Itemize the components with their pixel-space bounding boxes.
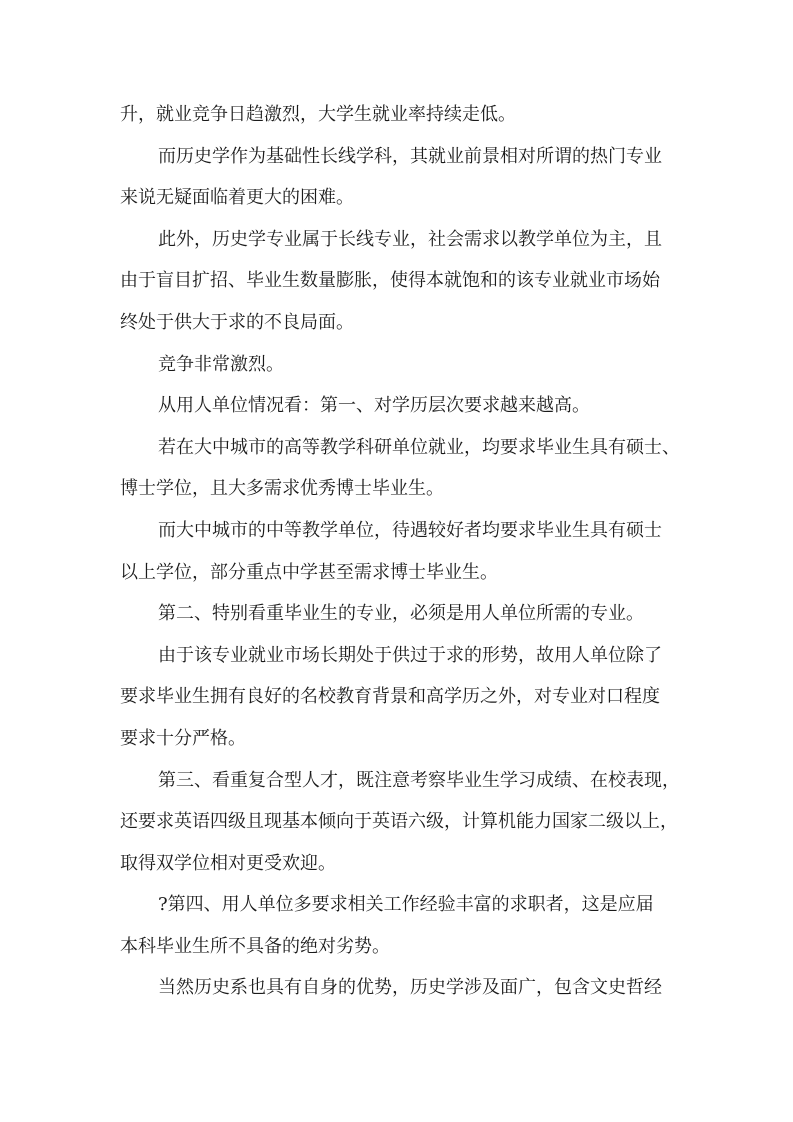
text-line-1: 升，就业竞争日趋激烈，大学生就业率持续走低。 — [120, 104, 516, 125]
text-line-11: 而大中城市的中等教学单位，待遇较好者均要求毕业生具有硕士 — [158, 519, 662, 541]
text-line-7: 竞争非常激烈。 — [158, 353, 284, 375]
text-line-19: 取得双学位相对更受欢迎。 — [120, 852, 336, 874]
text-line-16: 要求十分严格。 — [120, 727, 246, 749]
text-line-5: 由于盲目扩招、毕业生数量膨胀，使得本就饱和的该专业就业市场始 — [120, 270, 660, 292]
text-line-9: 若在大中城市的高等教学科研单位就业，均要求毕业生具有硕士、 — [158, 436, 680, 458]
text-line-10: 博士学位，且大多需求优秀博士毕业生。 — [120, 478, 444, 500]
text-line-3: 来说无疑面临着更大的困难。 — [120, 187, 354, 209]
text-line-13: 第二、特别看重毕业生的专业，必须是用人单位所需的专业。 — [158, 603, 644, 625]
text-line-4: 此外，历史学专业属于长线专业，社会需求以教学单位为主，且 — [158, 228, 662, 250]
text-line-15: 要求毕业生拥有良好的名校教育背景和高学历之外，对专业对口程度 — [120, 686, 660, 708]
text-line-2: 而历史学作为基础性长线学科，其就业前景相对所谓的热门专业 — [158, 145, 662, 167]
text-line-18: 还要求英语四级且现基本倾向于英语六级，计算机能力国家二级以上， — [120, 811, 678, 833]
text-line-12: 以上学位，部分重点中学甚至需求博士毕业生。 — [120, 561, 498, 583]
text-line-8: 从用人单位情况看：第一、对学历层次要求越来越高。 — [158, 395, 590, 417]
text-line-17: 第三、看重复合型人才，既注意考察毕业生学习成绩、在校表现， — [158, 769, 680, 791]
text-line-20: ?第四、用人单位多要求相关工作经验丰富的求职者，这是应届 — [158, 894, 654, 916]
text-line-21: 本科毕业生所不具备的绝对劣势。 — [120, 935, 390, 957]
document-body — [120, 94, 680, 1009]
text-line-6: 终处于供大于求的不良局面。 — [120, 311, 354, 333]
text-line-14: 由于该专业就业市场长期处于供过于求的形势，故用人单位除了 — [158, 644, 662, 666]
text-line-22: 当然历史系也具有自身的优势，历史学涉及面广，包含文史哲经 — [158, 977, 662, 999]
